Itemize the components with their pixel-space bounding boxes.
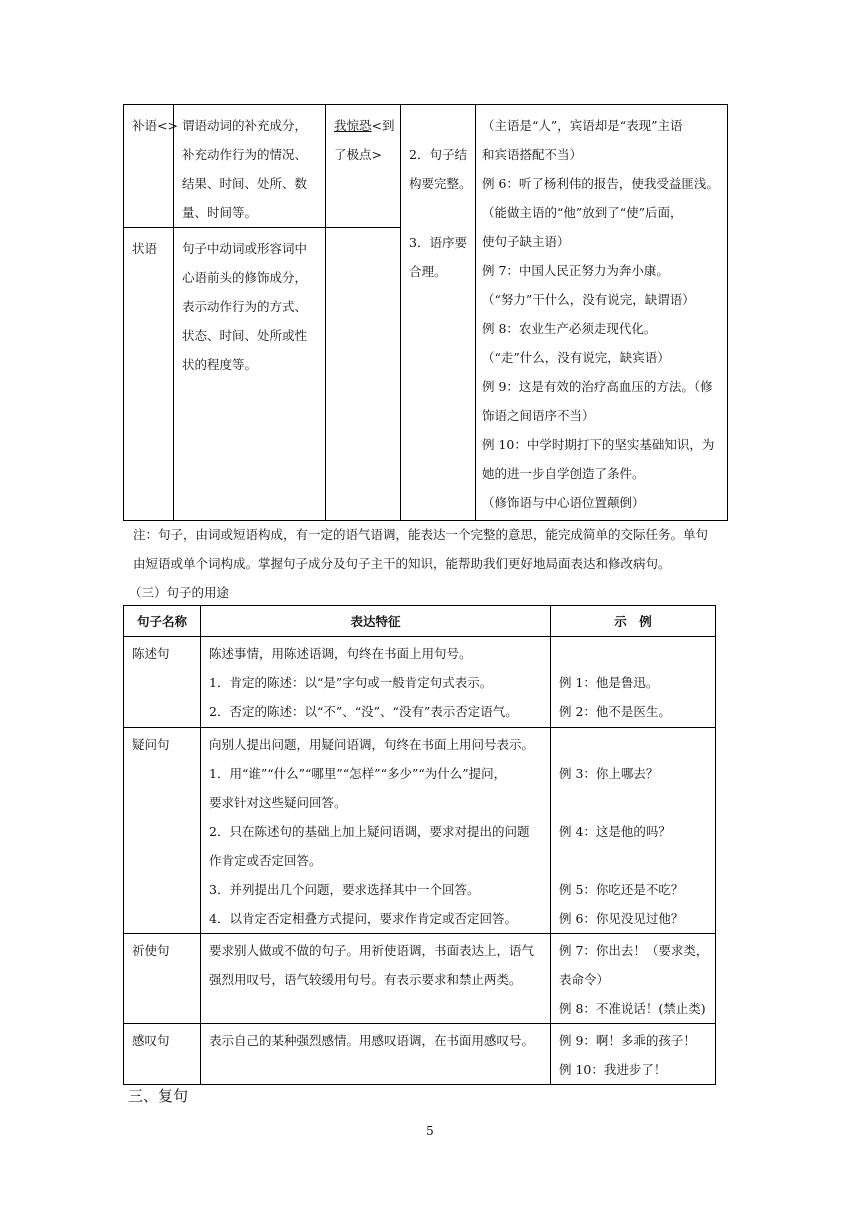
example-sentence-line: （主语是“人”，宾语却是“表现”主语 — [482, 118, 683, 133]
sentence-type: 疑问句 — [132, 737, 170, 752]
table-row — [124, 1024, 716, 1085]
note-paragraph — [133, 520, 733, 578]
example-sentence-line: （能做主语的“他”放到了“使”后面， — [482, 205, 683, 220]
page-number: 5 — [426, 1124, 434, 1138]
note-line: 注：句子，由词或短语构成，有一定的语气语调，能表达一个完整的意思，能完成简单的交际任务。单句 — [133, 527, 709, 542]
example-sentence-line: 例 9：这是有效的治疗高血压的方法。（修 — [482, 379, 713, 394]
definition-line: 状态、时间、处所或性 — [182, 328, 308, 343]
example-line: 例 1：他是鲁迅。 — [559, 675, 659, 690]
header-example: 示 例 — [551, 606, 716, 637]
feature-line: 作肯定或否定回答。 — [209, 853, 322, 868]
header-feature: 表达特征 — [201, 606, 551, 637]
example-line: 例 2：他不是医生。 — [559, 704, 671, 719]
feature-line: 强烈用叹号，语气较缓用句号。有表示要求和禁止两类。 — [209, 972, 522, 987]
example-sentence-line: 例 7：中国人民正努力为奔小康。 — [482, 263, 669, 278]
feature-line: 陈述事情，用陈述语调，句终在书面上用句号。 — [209, 646, 472, 661]
definition-line: 结果、时间、处所、数 — [182, 176, 308, 191]
table-row — [124, 637, 716, 728]
definition-line: 补充动作行为的情况、 — [182, 147, 308, 162]
example-sentence-line: （“努力”干什么，没有说完，缺谓语） — [482, 292, 695, 307]
example-line — [559, 788, 707, 817]
component-name-cell — [124, 228, 174, 521]
requirement-line: 2．句子结 — [409, 147, 467, 162]
sentence-type: 感叹句 — [132, 1033, 170, 1048]
feature-line: 1．用“谁”“什么”“哪里”“怎样”“多少”“为什么”提问， — [209, 766, 507, 781]
underlined-example: 我惊恐 — [334, 118, 372, 133]
example-sentence-line: （“走”什么，没有说完，缺宾语） — [482, 350, 670, 365]
example-line: 例 10：我进步了！ — [559, 1062, 667, 1077]
note-line: 由短语或单个词构成。掌握句子成分及句子主干的知识，能帮助我们更好地局面表达和修改病句。 — [133, 556, 671, 571]
example-line — [559, 639, 707, 668]
component-example-cell — [326, 105, 401, 228]
example-sentences-cell — [476, 105, 728, 521]
feature-line: 3．并列提出几个问题，要求选择其中一个回答。 — [209, 882, 480, 897]
example-line: 例 8：不准说话！(禁止类) — [559, 1001, 706, 1016]
requirement-line: 3．语序要 — [409, 235, 467, 250]
sentence-usage-table — [123, 605, 716, 1085]
example-line: 例 9：啊！多乖的孩子！ — [559, 1033, 696, 1048]
feature-line: 要求别人做或不做的句子。用祈使语调，书面表达上，语气 — [209, 943, 535, 958]
example-line: 例 6：你见没见过他？ — [559, 911, 684, 926]
example-line: 例 4：这是他的吗？ — [559, 824, 671, 839]
sentence-component-table — [123, 104, 728, 521]
requirement-cell — [401, 105, 476, 521]
feature-line: 表示自己的某种强烈感情。用感叹语调，在书面用感叹号。 — [209, 1033, 535, 1048]
definition-line: 心语前头的修饰成分， — [182, 270, 308, 285]
example-sentence-line: 例 10：中学时期打下的坚实基础知识，为 — [482, 437, 715, 452]
table-row — [124, 934, 716, 1024]
sentence-type: 陈述句 — [132, 646, 170, 661]
example-sentence-line: 饰语之间语序不当） — [482, 408, 595, 423]
example-sentence-line: 她的进一步自学创造了条件。 — [482, 466, 645, 481]
definition-line: 句子中动词或形容词中 — [182, 241, 308, 256]
example-line: 例 3：你上哪去？ — [559, 766, 659, 781]
example-line: 例 7：你出去！（要求类， — [559, 943, 709, 958]
header-name: 句子名称 — [124, 606, 201, 637]
example-sentence-line: 例 8：农业生产必须走现代化。 — [482, 321, 657, 336]
definition-line: 量、时间等。 — [182, 205, 258, 220]
sentence-type: 祈使句 — [132, 943, 170, 958]
table-row — [124, 728, 716, 934]
example-line: 表命令） — [559, 972, 610, 987]
feature-line: 2．否定的陈述：以“不”、“没”、“没有”表示否定语气。 — [209, 704, 518, 719]
definition-line: 表示动作行为的方式、 — [182, 299, 308, 314]
requirement-line: 构要完整。 — [409, 176, 472, 191]
component-name: 状语 — [132, 241, 158, 256]
component-name: 补语<> — [132, 118, 178, 133]
section-heading: 三、复句 — [128, 1087, 189, 1105]
component-definition-cell — [174, 228, 326, 521]
feature-line: 向别人提出问题，用疑问语调，句终在书面上用问号表示。 — [209, 737, 535, 752]
example-sentence-line: 例 6：听了杨利伟的报告，使我受益匪浅。 — [482, 176, 719, 191]
feature-line: 2．只在陈述句的基础上加上疑问语调，要求对提出的问题 — [209, 824, 530, 839]
section-title: （三）句子的用途 — [129, 585, 230, 600]
feature-line: 1．肯定的陈述：以“是”字句或一般肯定句式表示。 — [209, 675, 493, 690]
table-header-row — [124, 606, 716, 637]
example-line — [559, 846, 707, 875]
example-sentence-line: 和宾语搭配不当） — [482, 147, 583, 162]
example-sentence-line: （修饰语与中心语位置颠倒） — [482, 495, 645, 510]
example-line — [334, 111, 395, 140]
component-definition-cell — [174, 105, 326, 228]
component-example-cell — [326, 228, 401, 521]
example-sentence-line: 使句子缺主语） — [482, 234, 570, 249]
example-line: 了极点> — [334, 147, 382, 162]
feature-line: 4．以肯定否定相叠方式提问，要求作肯定或否定回答。 — [209, 911, 517, 926]
example-rest: <到 — [371, 118, 395, 133]
example-line — [559, 730, 707, 759]
example-line: 例 5：你吃还是不吃？ — [559, 882, 684, 897]
component-name-cell — [124, 105, 178, 228]
definition-line: 状的程度等。 — [182, 357, 258, 372]
requirement-line: 合理。 — [409, 264, 447, 279]
feature-line: 要求针对这些疑问回答。 — [209, 795, 347, 810]
definition-line: 谓语动词的补充成分， — [182, 118, 308, 133]
